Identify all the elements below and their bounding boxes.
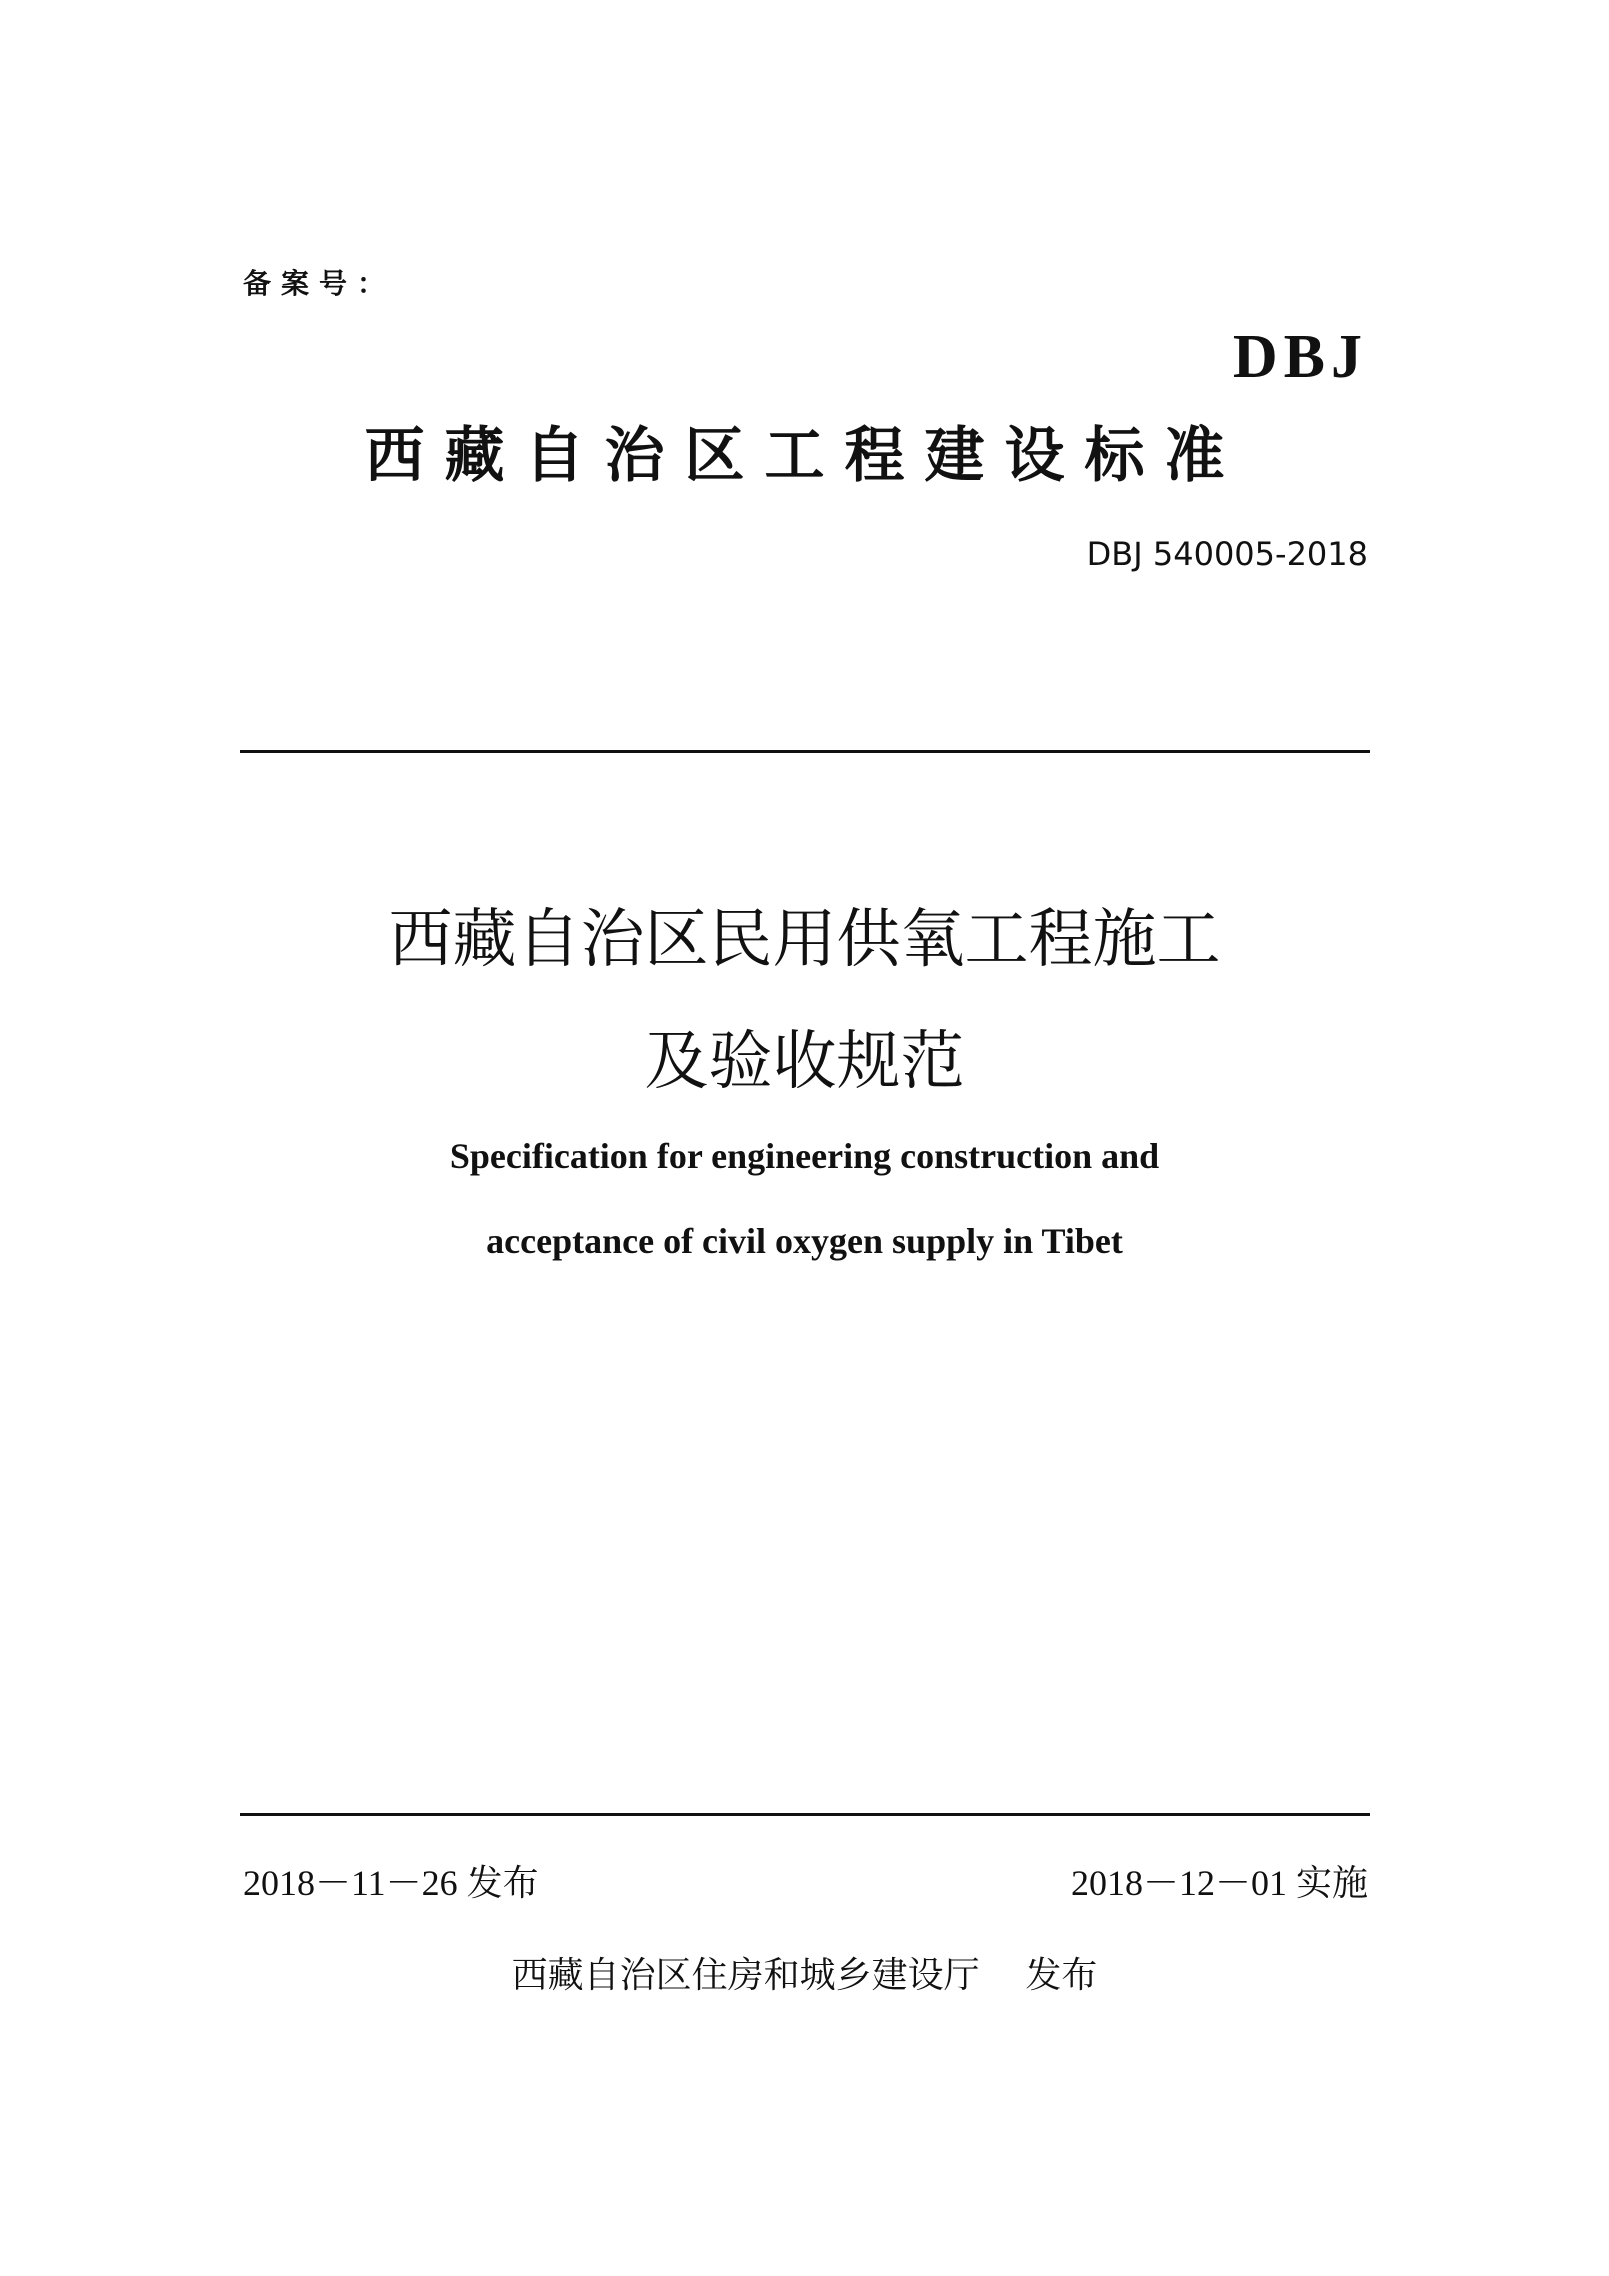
title-chinese-line-2: 及验收规范 [644, 1025, 965, 1099]
top-divider [240, 750, 1370, 753]
organization-standard-heading: 西藏自治区工程建设标准 [364, 421, 1245, 491]
title-english-line-2: acceptance of civil oxygen supply in Tibet [486, 1221, 1123, 1261]
title-english-line-1: Specification for engineering construction and [449, 1136, 1160, 1176]
publisher-gap [980, 1955, 1026, 1996]
effective-date: 2018－12－01 实施 [1070, 1863, 1368, 1903]
title-chinese-line-1: 西藏自治区民用供氧工程施工 [388, 903, 1221, 977]
publisher-name: 西藏自治区住房和城乡建设厅 [511, 1955, 980, 1996]
publisher-line [0, 1947, 1609, 1998]
bottom-divider [240, 1813, 1370, 1816]
standard-number: DBJ 540005-2018 [1086, 535, 1368, 573]
issue-date: 2018－11－26 发布 [243, 1863, 539, 1903]
record-number-label: 备案号： [243, 267, 396, 300]
standard-type-code: DBJ [1232, 323, 1368, 391]
publish-word: 发布 [1025, 1955, 1098, 1996]
